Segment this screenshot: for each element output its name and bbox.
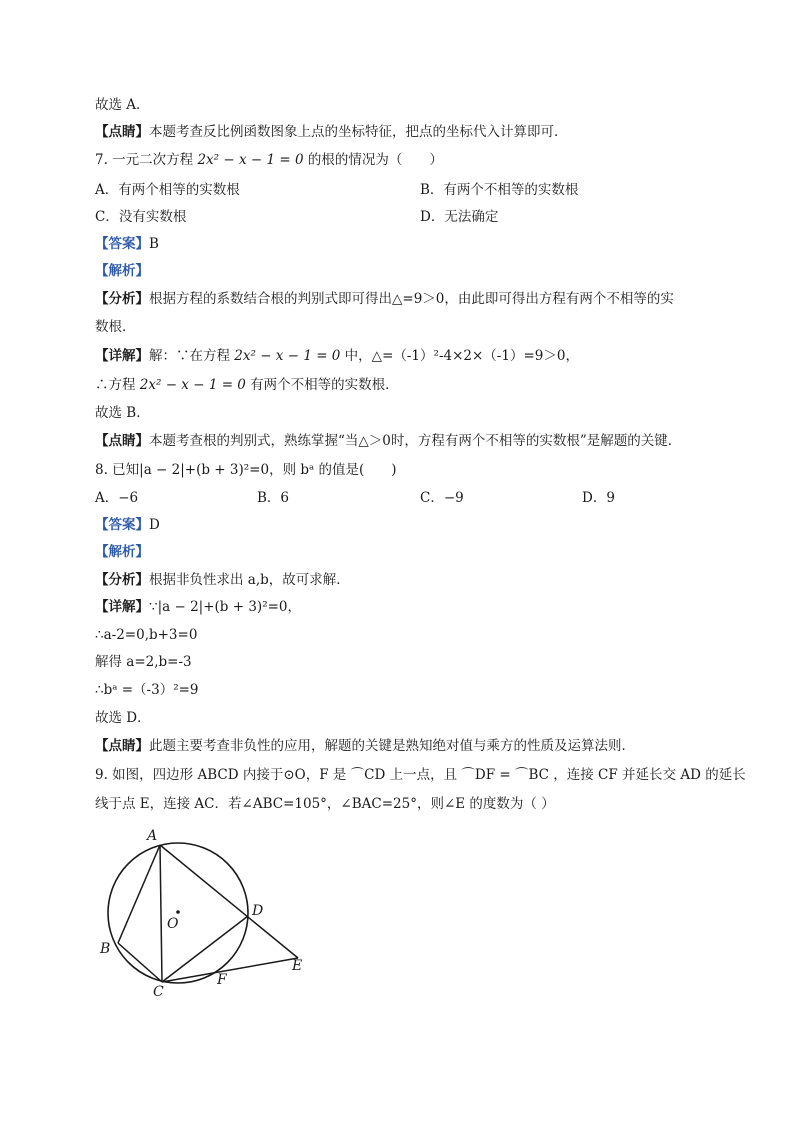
text-line bbox=[95, 598, 301, 616]
label-f: F bbox=[217, 972, 227, 988]
text: 此题主要考查非负性的应用，解题的关键是熟知绝对值与乘方的性质及运算法则． bbox=[149, 738, 635, 754]
option-text: C．−9 bbox=[420, 490, 464, 506]
text: 故选 B． bbox=[95, 405, 150, 421]
text: 的根的情况为（ ） bbox=[303, 152, 443, 168]
text-line bbox=[95, 571, 350, 589]
tag-answer: 【答案】 bbox=[95, 236, 149, 252]
text-line bbox=[95, 653, 192, 671]
text: 数根． bbox=[95, 319, 136, 335]
option-text: D．无法确定 bbox=[420, 209, 499, 225]
question-8 bbox=[95, 461, 397, 479]
text: ∵|a − 2|+(b + 3)²=0， bbox=[149, 599, 302, 615]
answer-line bbox=[95, 235, 159, 253]
equation: 2x² − x − 1 = 0 bbox=[139, 377, 246, 393]
text: 解：∵在方程 bbox=[149, 348, 235, 364]
text: ∴方程 bbox=[95, 377, 140, 393]
option-text: B．有两个不相等的实数根 bbox=[420, 182, 579, 198]
tag-dianjing: 【点睛】 bbox=[95, 124, 149, 140]
text: 本题考查根的判别式，熟练掌握“当△＞0时，方程有两个不相等的实数根”是解题的关键． bbox=[149, 433, 682, 449]
text: 根据方程的系数结合根的判别式即可得出△=9＞0，由此即可得出方程有两个不相等的实 bbox=[149, 291, 674, 307]
analysis-heading bbox=[95, 543, 149, 561]
text: 本题考查反比例函数图象上点的坐标特征，把点的坐标代入计算即可． bbox=[149, 124, 568, 140]
option-text: C．没有实数根 bbox=[95, 209, 187, 225]
text: 9. 如图，四边形 ABCD 内接于⊙O，F 是 ⌒CD 上一点，且 ⌒DF = ⌒BC ，连接 CF 并延长交 AD 的延长 bbox=[95, 767, 746, 783]
text: 根据非负性求出 a,b，故可求解． bbox=[149, 572, 350, 588]
option-text: D．9 bbox=[582, 490, 615, 506]
tag-dianjing: 【点睛】 bbox=[95, 738, 149, 754]
option-c bbox=[420, 489, 464, 507]
text-line bbox=[95, 626, 197, 644]
text-line bbox=[95, 290, 674, 308]
label-d: D bbox=[252, 903, 264, 919]
text: 8. 已知|a − 2|+(b + 3)²=0，则 bᵃ 的值是( ) bbox=[95, 462, 397, 478]
text-line bbox=[95, 96, 150, 114]
text-line bbox=[95, 376, 399, 394]
tag-xiangjie: 【详解】 bbox=[95, 599, 149, 615]
text-line bbox=[95, 681, 199, 699]
text: 中，△=（-1）²-4×2×（-1）=9＞0， bbox=[340, 348, 579, 364]
text: 故选 A． bbox=[95, 97, 150, 113]
label-e: E bbox=[292, 958, 303, 974]
tag-fenxi: 【分析】 bbox=[95, 572, 149, 588]
question-9 bbox=[95, 766, 746, 784]
answer-line bbox=[95, 516, 160, 534]
text: 有两个不相等的实数根． bbox=[245, 377, 399, 393]
label-o: O bbox=[167, 916, 179, 932]
text-line bbox=[95, 318, 136, 336]
segment-ac bbox=[160, 845, 162, 982]
option-a bbox=[95, 489, 138, 507]
text: 线于点 E，连接 AC．若∠ABC=105°，∠BAC=25°，则∠E 的度数为（ ） bbox=[95, 796, 555, 812]
question-7 bbox=[95, 151, 443, 169]
equation: 2x² − x − 1 = 0 bbox=[197, 152, 304, 168]
tag-dianjing: 【点睛】 bbox=[95, 433, 149, 449]
answer-value: D bbox=[149, 517, 160, 533]
text-line bbox=[95, 795, 555, 813]
text: 故选 D． bbox=[95, 710, 151, 726]
option-d bbox=[420, 208, 498, 226]
circle-quadrilateral-figure bbox=[95, 825, 320, 1000]
tag-jiexi: 【解析】 bbox=[95, 263, 149, 279]
segment-ce bbox=[162, 958, 298, 982]
tag-xiangjie: 【详解】 bbox=[95, 348, 149, 364]
tag-answer: 【答案】 bbox=[95, 517, 149, 533]
label-a: A bbox=[147, 828, 158, 844]
text-line bbox=[95, 347, 579, 365]
option-text: A．−6 bbox=[95, 490, 139, 506]
segment-bc bbox=[118, 943, 162, 982]
option-b bbox=[257, 489, 289, 507]
text-line bbox=[95, 404, 150, 422]
tag-jiexi: 【解析】 bbox=[95, 544, 149, 560]
text: 解得 a=2,b=-3 bbox=[95, 654, 192, 670]
center-point bbox=[176, 910, 180, 914]
text: 7. 一元二次方程 bbox=[95, 152, 198, 168]
tag-fenxi: 【分析】 bbox=[95, 291, 149, 307]
segment-ae bbox=[160, 845, 298, 958]
label-c: C bbox=[153, 984, 164, 1000]
equation: 2x² − x − 1 = 0 bbox=[234, 348, 341, 364]
option-d bbox=[582, 489, 615, 507]
text-line bbox=[95, 737, 635, 755]
option-a bbox=[95, 181, 240, 199]
text-line bbox=[95, 123, 568, 141]
option-c bbox=[95, 208, 186, 226]
label-b: B bbox=[100, 941, 111, 957]
answer-value: B bbox=[149, 236, 159, 252]
text-line bbox=[95, 709, 151, 727]
text: ∴a-2=0,b+3=0 bbox=[95, 627, 198, 643]
option-text: A．有两个相等的实数根 bbox=[95, 182, 240, 198]
text-line bbox=[95, 432, 681, 450]
option-b bbox=[420, 181, 578, 199]
segment-ab bbox=[118, 845, 160, 943]
analysis-heading bbox=[95, 262, 149, 280]
option-text: B．6 bbox=[257, 490, 290, 506]
text: ∴bᵃ =（-3）²=9 bbox=[95, 682, 199, 698]
